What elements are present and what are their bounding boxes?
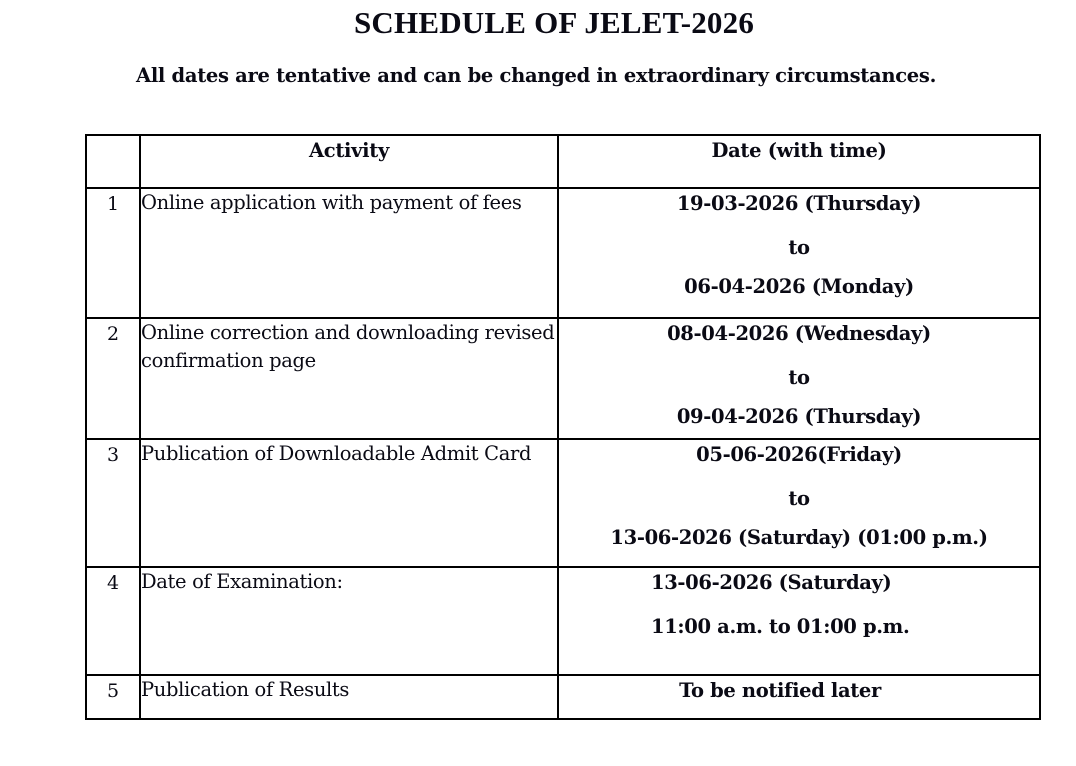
date-cell [558, 439, 1040, 567]
activity-cell: Publication of Downloadable Admit Card [140, 439, 558, 567]
header-serial [86, 135, 140, 188]
table-row [86, 675, 1040, 719]
date-cell [558, 675, 1040, 719]
activity-cell: Date of Examination: [140, 567, 558, 675]
date-start: 19-03-2026 (Thursday) [676, 192, 922, 215]
serial-number: 1 [86, 188, 140, 318]
date-end: 06-04-2026 (Monday) [684, 275, 914, 298]
serial-number: 5 [86, 675, 140, 719]
table-row [86, 318, 1040, 439]
exam-date: 13-06-2026 (Saturday) [651, 571, 892, 594]
date-start: 08-04-2026 (Wednesday) [667, 322, 931, 345]
date-start: 05-06-2026(Friday) [696, 443, 902, 466]
serial-number: 4 [86, 567, 140, 675]
serial-number: 3 [86, 439, 140, 567]
table-header-row [86, 135, 1040, 188]
result-date: To be notified later [679, 679, 881, 702]
activity-cell: Online correction and downloading revised confirmation page [140, 318, 558, 439]
activity-cell: Online application with payment of fees [140, 188, 558, 318]
header-date: Date (with time) [558, 135, 1040, 188]
date-separator: to [788, 366, 810, 389]
exam-time: 11:00 a.m. to 01:00 p.m. [651, 615, 910, 638]
date-end: 09-04-2026 (Thursday) [676, 405, 922, 428]
date-cell [558, 567, 1040, 675]
table-row [86, 188, 1040, 318]
date-separator: to [788, 236, 810, 259]
date-cell [558, 188, 1040, 318]
date-end: 13-06-2026 (Saturday) (01:00 p.m.) [610, 526, 988, 549]
date-cell [558, 318, 1040, 439]
table-row [86, 567, 1040, 675]
page-title: SCHEDULE OF JELET-2026 [353, 5, 755, 40]
activity-cell: Publication of Results [140, 675, 558, 719]
date-separator: to [788, 487, 810, 510]
schedule-table [85, 134, 1041, 720]
serial-number: 2 [86, 318, 140, 439]
table-row [86, 439, 1040, 567]
disclaimer-note: All dates are tentative and can be changed in extraordinary circumstances. [136, 64, 937, 87]
header-activity: Activity [140, 135, 558, 188]
